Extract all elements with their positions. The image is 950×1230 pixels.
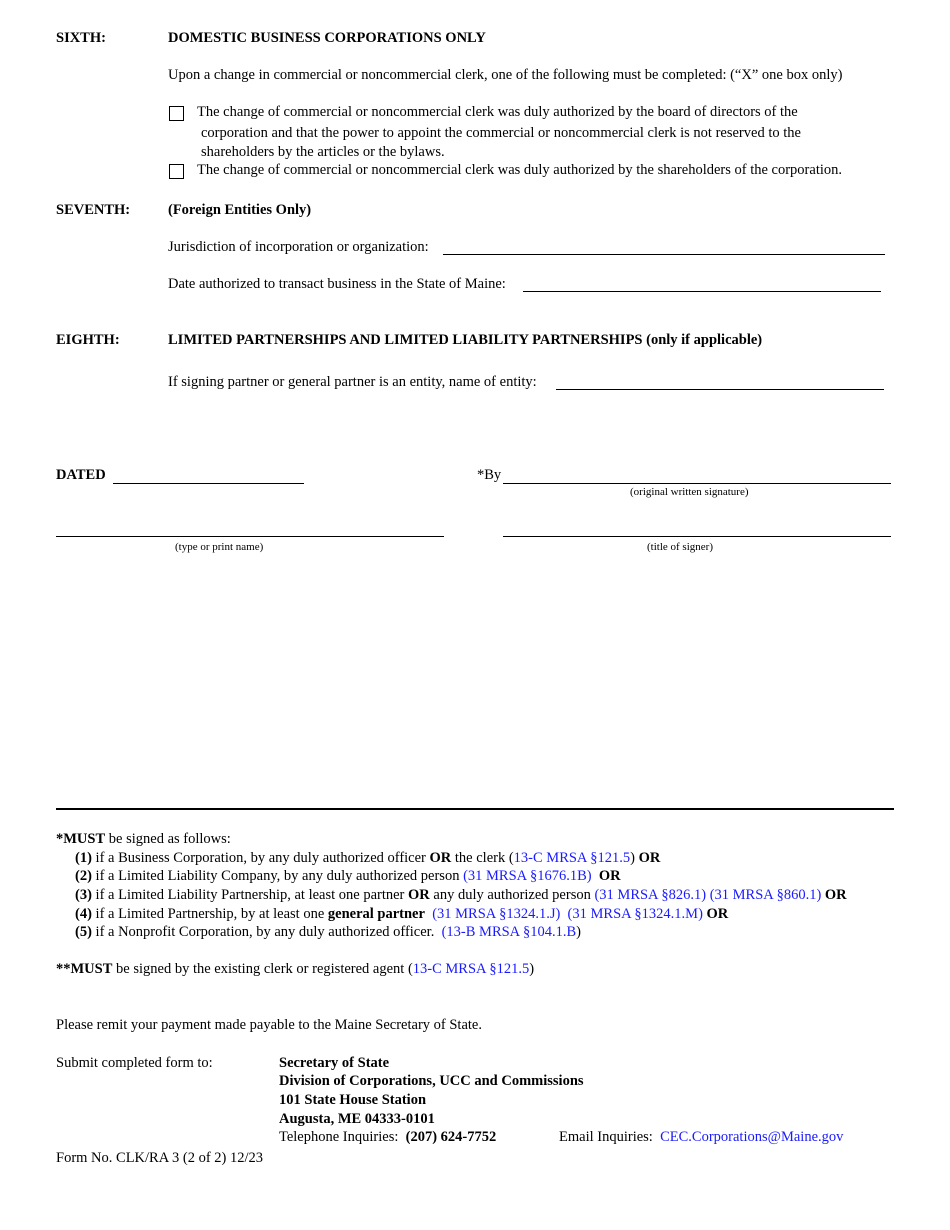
statute-link[interactable]: (31 MRSA §826.1) xyxy=(594,887,707,903)
email-link[interactable]: CEC.Corporations@Maine.gov xyxy=(660,1129,844,1145)
eighth-label: EIGHTH: xyxy=(56,332,120,348)
form-number: Form No. CLK/RA 3 (2 of 2) 12/23 xyxy=(56,1150,264,1166)
address-line-4: Augusta, ME 04333-0101 xyxy=(279,1111,435,1127)
entity-name-field[interactable] xyxy=(556,389,884,390)
signer-title-caption: (title of signer) xyxy=(647,541,713,553)
note-item-3: (3) if a Limited Liability Partnership, at least one partner OR any duly authorized person (31 MRSA §826.1) (31 MRSA §860.1) OR xyxy=(75,887,847,903)
note-item-5: (5) if a Nonprofit Corporation, by any duly authorized officer. (13-B MRSA §104.1.B) xyxy=(75,924,581,940)
statute-link[interactable]: (31 MRSA §1676.1B) xyxy=(463,868,592,884)
signer-title-field[interactable] xyxy=(503,536,891,537)
jurisdiction-field[interactable] xyxy=(443,254,885,255)
option1-line2: corporation and that the power to appoint the commercial or noncommercial clerk is not reserved to the xyxy=(201,125,801,141)
signature-caption: (original written signature) xyxy=(630,486,749,498)
shareholders-authorized-checkbox[interactable] xyxy=(169,164,184,179)
address-line-3: 101 State House Station xyxy=(279,1092,427,1108)
jurisdiction-label: Jurisdiction of incorporation or organization: xyxy=(168,239,429,255)
phone-inquiries: Telephone Inquiries: (207) 624-7752 xyxy=(279,1129,497,1145)
remit-note: Please remit your payment made payable to the Maine Secretary of State. xyxy=(56,1017,482,1033)
seventh-label: SEVENTH: xyxy=(56,202,131,218)
statute-link[interactable]: (31 MRSA §1324.1.M) xyxy=(567,906,703,922)
option1-line1: The change of commercial or noncommercial clerk was duly authorized by the board of directors of the xyxy=(197,104,798,120)
statute-link[interactable]: (31 MRSA §1324.1.J) xyxy=(432,906,561,922)
date-authorized-field[interactable] xyxy=(523,291,881,292)
section-divider xyxy=(56,808,894,810)
print-name-caption: (type or print name) xyxy=(175,541,264,553)
address-line-2: Division of Corporations, UCC and Commissions xyxy=(279,1073,584,1089)
statute-link[interactable]: (31 MRSA §860.1) xyxy=(709,887,822,903)
dated-label: DATED xyxy=(56,467,106,483)
statute-link[interactable]: 13-C MRSA §121.5 xyxy=(412,961,530,977)
seventh-heading: (Foreign Entities Only) xyxy=(168,202,312,218)
date-authorized-label: Date authorized to transact business in the State of Maine: xyxy=(168,276,506,292)
option1-line3: shareholders by the articles or the bylaws. xyxy=(201,144,445,160)
submit-label: Submit completed form to: xyxy=(56,1055,213,1071)
sixth-intro: Upon a change in commercial or noncommercial clerk, one of the following must be completed: (“X” one box only) xyxy=(168,67,843,83)
by-label: *By xyxy=(477,467,502,483)
must-sign-note: *MUST be signed as follows: xyxy=(56,831,231,847)
statute-link[interactable]: 13-C MRSA §121.5 xyxy=(513,850,631,866)
signature-field[interactable] xyxy=(503,483,891,484)
option2-text: The change of commercial or noncommercial clerk was duly authorized by the shareholders of the corporation. xyxy=(197,162,843,178)
eighth-heading: LIMITED PARTNERSHIPS AND LIMITED LIABILITY PARTNERSHIPS (only if applicable) xyxy=(168,332,763,348)
statute-link[interactable]: (13-B MRSA §104.1.B xyxy=(441,924,577,940)
sixth-label: SIXTH: xyxy=(56,30,106,46)
note-item-2: (2) if a Limited Liability Company, by any duly authorized person (31 MRSA §1676.1B) OR xyxy=(75,868,621,884)
note-item-4: (4) if a Limited Partnership, by at least one general partner (31 MRSA §1324.1.J) (31 MRSA §1324.1.M) OR xyxy=(75,906,729,922)
dated-field[interactable] xyxy=(113,483,304,484)
address-line-1: Secretary of State xyxy=(279,1055,390,1071)
board-authorized-checkbox[interactable] xyxy=(169,106,184,121)
entity-name-label: If signing partner or general partner is an entity, name of entity: xyxy=(168,374,537,390)
print-name-field[interactable] xyxy=(56,536,444,537)
email-inquiries: Email Inquiries: CEC.Corporations@Maine.gov xyxy=(559,1129,844,1145)
must-sign-clerk-note: **MUST be signed by the existing clerk or registered agent (13-C MRSA §121.5) xyxy=(56,961,535,977)
sixth-heading: DOMESTIC BUSINESS CORPORATIONS ONLY xyxy=(168,30,486,46)
note-item-1: (1) if a Business Corporation, by any duly authorized officer OR the clerk (13-C MRSA §121.5) OR xyxy=(75,850,661,866)
